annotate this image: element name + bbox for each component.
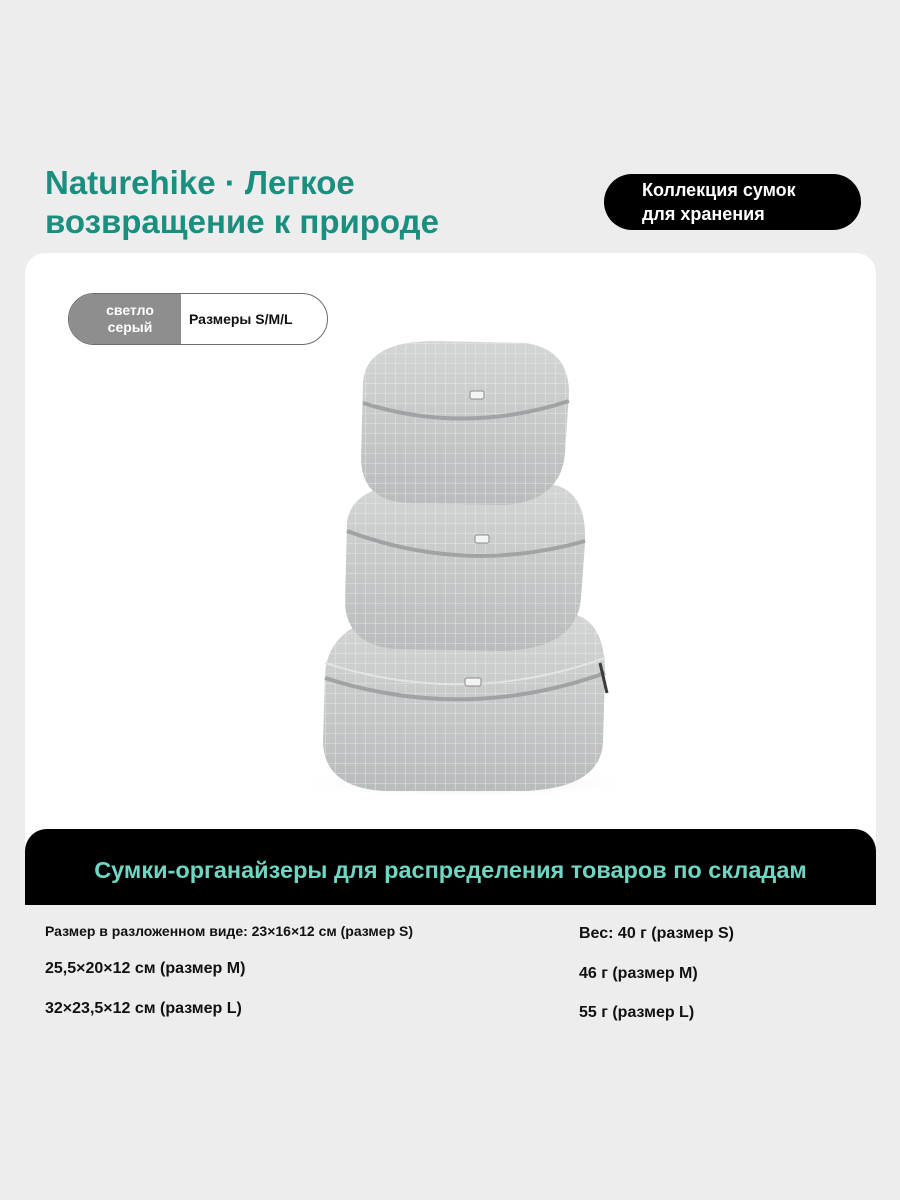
spec-weight-s: Вес: 40 г (размер S) <box>579 925 734 942</box>
color-label-line1: светло <box>106 302 154 318</box>
collection-badge-line2: для хранения <box>642 204 765 224</box>
spec-size-m: 25,5×20×12 см (размер M) <box>45 960 246 977</box>
product-card <box>25 253 876 873</box>
color-label-line2: серый <box>107 319 153 335</box>
spec-weight-m: 46 г (размер M) <box>579 965 698 982</box>
size-option[interactable]: Размеры S/M/L <box>189 311 293 327</box>
feature-banner <box>25 829 876 905</box>
storage-bag-medium-image <box>345 481 585 651</box>
storage-bag-small-image <box>361 341 569 505</box>
spec-size-l: 32×23,5×12 см (размер L) <box>45 1000 242 1017</box>
collection-badge-line1: Коллекция сумок <box>642 180 796 200</box>
collection-badge <box>604 174 861 230</box>
storage-bags-image <box>25 253 876 873</box>
spec-weight-l: 55 г (размер L) <box>579 1004 695 1021</box>
feature-banner-text: Сумки-органайзеры для распределения товаров по складам <box>94 857 807 883</box>
spec-size-s: Размер в разложенном виде: 23×16×12 см (размер S) <box>45 923 414 939</box>
brand-title-line1: Naturehike · Легкое <box>45 164 355 201</box>
brand-title <box>45 163 565 241</box>
brand-title-line2: возвращение к природе <box>45 203 439 240</box>
